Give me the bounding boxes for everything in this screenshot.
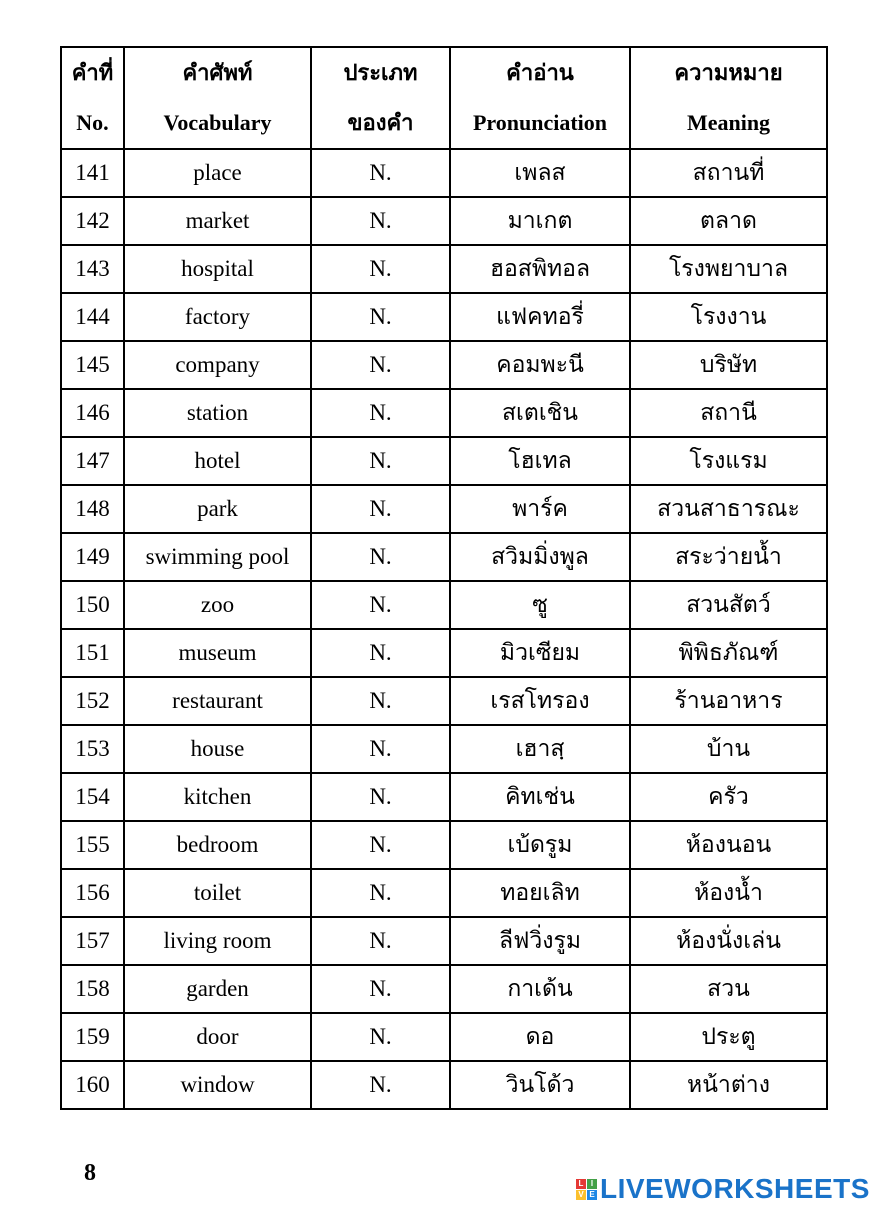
meaning: บ้าน — [630, 725, 827, 773]
header-meaning-thai: ความหมาย — [674, 60, 783, 85]
pronunciation: ซู — [450, 581, 630, 629]
pronunciation: เบ้ดรูม — [450, 821, 630, 869]
table-row — [61, 533, 827, 581]
table-body — [61, 149, 827, 1109]
pronunciation: พาร์ค — [450, 485, 630, 533]
word-type: N. — [311, 245, 450, 293]
meaning: สวน — [630, 965, 827, 1013]
row-number: 149 — [61, 533, 124, 581]
header-word-type-line1: ประเภท — [343, 60, 418, 85]
header-pronunciation — [450, 47, 630, 149]
vocabulary-word: hospital — [124, 245, 311, 293]
pronunciation: แฟคทอรี่ — [450, 293, 630, 341]
vocabulary-table — [60, 46, 828, 1110]
meaning: โรงพยาบาล — [630, 245, 827, 293]
row-number: 155 — [61, 821, 124, 869]
pronunciation: เรสโทรอง — [450, 677, 630, 725]
vocabulary-word: kitchen — [124, 773, 311, 821]
word-type: N. — [311, 389, 450, 437]
pronunciation: วินโด้ว — [450, 1061, 630, 1109]
table-row — [61, 389, 827, 437]
row-number: 145 — [61, 341, 124, 389]
vocabulary-word: museum — [124, 629, 311, 677]
meaning: สระว่ายน้ำ — [630, 533, 827, 581]
meaning: สวนสัตว์ — [630, 581, 827, 629]
pronunciation: ฮอสพิทอล — [450, 245, 630, 293]
pronunciation: เพลส — [450, 149, 630, 197]
table-row — [61, 197, 827, 245]
header-no — [61, 47, 124, 149]
pronunciation: โฮเทล — [450, 437, 630, 485]
header-meaning — [630, 47, 827, 149]
meaning: ร้านอาหาร — [630, 677, 827, 725]
header-pronunciation-english: Pronunciation — [472, 110, 608, 135]
meaning: โรงแรม — [630, 437, 827, 485]
word-type: N. — [311, 677, 450, 725]
table-row — [61, 1061, 827, 1109]
vocabulary-word: swimming pool — [124, 533, 311, 581]
pronunciation: คิทเช่น — [450, 773, 630, 821]
table-row — [61, 869, 827, 917]
row-number: 148 — [61, 485, 124, 533]
table-row — [61, 773, 827, 821]
word-type: N. — [311, 437, 450, 485]
header-word-type — [311, 47, 450, 149]
table-row — [61, 245, 827, 293]
vocabulary-word: zoo — [124, 581, 311, 629]
row-number: 144 — [61, 293, 124, 341]
meaning: สถานี — [630, 389, 827, 437]
pronunciation: สวิมมิ่งพูล — [450, 533, 630, 581]
table-row — [61, 725, 827, 773]
row-number: 142 — [61, 197, 124, 245]
table-row — [61, 677, 827, 725]
pronunciation: ดอ — [450, 1013, 630, 1061]
pronunciation: เฮาสฺ — [450, 725, 630, 773]
vocabulary-word: place — [124, 149, 311, 197]
vocabulary-word: market — [124, 197, 311, 245]
vocabulary-word: toilet — [124, 869, 311, 917]
table-row — [61, 917, 827, 965]
meaning: ตลาด — [630, 197, 827, 245]
word-type: N. — [311, 821, 450, 869]
word-type: N. — [311, 1061, 450, 1109]
vocabulary-word: door — [124, 1013, 311, 1061]
word-type: N. — [311, 149, 450, 197]
row-number: 160 — [61, 1061, 124, 1109]
header-vocabulary-english: Vocabulary — [163, 110, 272, 135]
row-number: 152 — [61, 677, 124, 725]
row-number: 143 — [61, 245, 124, 293]
table-row — [61, 341, 827, 389]
table-row — [61, 149, 827, 197]
word-type: N. — [311, 629, 450, 677]
vocabulary-word: garden — [124, 965, 311, 1013]
table-header — [61, 47, 827, 149]
brand-name: LIVEWORKSHEETS — [600, 1173, 870, 1204]
header-vocabulary-thai: คำศัพท์ — [182, 60, 253, 85]
meaning: สถานที่ — [630, 149, 827, 197]
logo-square: I — [587, 1179, 597, 1189]
word-type: N. — [311, 293, 450, 341]
header-pronunciation-thai: คำอ่าน — [506, 60, 574, 85]
word-type: N. — [311, 341, 450, 389]
row-number: 151 — [61, 629, 124, 677]
word-type: N. — [311, 485, 450, 533]
table-row — [61, 485, 827, 533]
vocabulary-word: window — [124, 1061, 311, 1109]
word-type: N. — [311, 869, 450, 917]
pronunciation: คอมพะนี — [450, 341, 630, 389]
meaning: ห้องนอน — [630, 821, 827, 869]
meaning: บริษัท — [630, 341, 827, 389]
vocabulary-word: house — [124, 725, 311, 773]
meaning: ห้องนั่งเล่น — [630, 917, 827, 965]
row-number: 147 — [61, 437, 124, 485]
logo-square: L — [576, 1179, 586, 1189]
word-type: N. — [311, 917, 450, 965]
vocabulary-word: living room — [124, 917, 311, 965]
table-row — [61, 1013, 827, 1061]
pronunciation: ทอยเลิท — [450, 869, 630, 917]
meaning: โรงงาน — [630, 293, 827, 341]
meaning: ประตู — [630, 1013, 827, 1061]
word-type: N. — [311, 197, 450, 245]
header-word-type-line2: ของคำ — [347, 110, 414, 135]
vocabulary-word: station — [124, 389, 311, 437]
vocabulary-word: park — [124, 485, 311, 533]
vocabulary-word: hotel — [124, 437, 311, 485]
table-row — [61, 581, 827, 629]
row-number: 159 — [61, 1013, 124, 1061]
header-no-english: No. — [76, 110, 109, 135]
row-number: 156 — [61, 869, 124, 917]
row-number: 153 — [61, 725, 124, 773]
header-meaning-english: Meaning — [686, 110, 771, 135]
vocabulary-word: company — [124, 341, 311, 389]
row-number: 158 — [61, 965, 124, 1013]
pronunciation: ลีฟวิ่งรูม — [450, 917, 630, 965]
logo-square: V — [576, 1190, 586, 1200]
row-number: 141 — [61, 149, 124, 197]
liveworksheets-brand — [576, 1172, 870, 1206]
table-row — [61, 293, 827, 341]
table-row — [61, 629, 827, 677]
vocabulary-word: bedroom — [124, 821, 311, 869]
word-type: N. — [311, 533, 450, 581]
pronunciation: กาเด้น — [450, 965, 630, 1013]
logo-square: E — [587, 1190, 597, 1200]
pronunciation: มาเกต — [450, 197, 630, 245]
row-number: 157 — [61, 917, 124, 965]
pronunciation: สเตเชิน — [450, 389, 630, 437]
row-number: 150 — [61, 581, 124, 629]
word-type: N. — [311, 581, 450, 629]
vocabulary-word: factory — [124, 293, 311, 341]
row-number: 146 — [61, 389, 124, 437]
row-number: 154 — [61, 773, 124, 821]
meaning: ครัว — [630, 773, 827, 821]
table-row — [61, 437, 827, 485]
word-type: N. — [311, 773, 450, 821]
table-row — [61, 821, 827, 869]
word-type: N. — [311, 1013, 450, 1061]
page-number: 8 — [84, 1160, 96, 1186]
vocabulary-word: restaurant — [124, 677, 311, 725]
pronunciation: มิวเซียม — [450, 629, 630, 677]
header-vocabulary — [124, 47, 311, 149]
table-row — [61, 965, 827, 1013]
meaning: ห้องน้ำ — [630, 869, 827, 917]
meaning: หน้าต่าง — [630, 1061, 827, 1109]
meaning: พิพิธภัณฑ์ — [630, 629, 827, 677]
meaning: สวนสาธารณะ — [630, 485, 827, 533]
word-type: N. — [311, 965, 450, 1013]
header-no-thai: คำที่ — [71, 60, 114, 85]
word-type: N. — [311, 725, 450, 773]
liveworksheets-logo-icon — [576, 1179, 597, 1200]
